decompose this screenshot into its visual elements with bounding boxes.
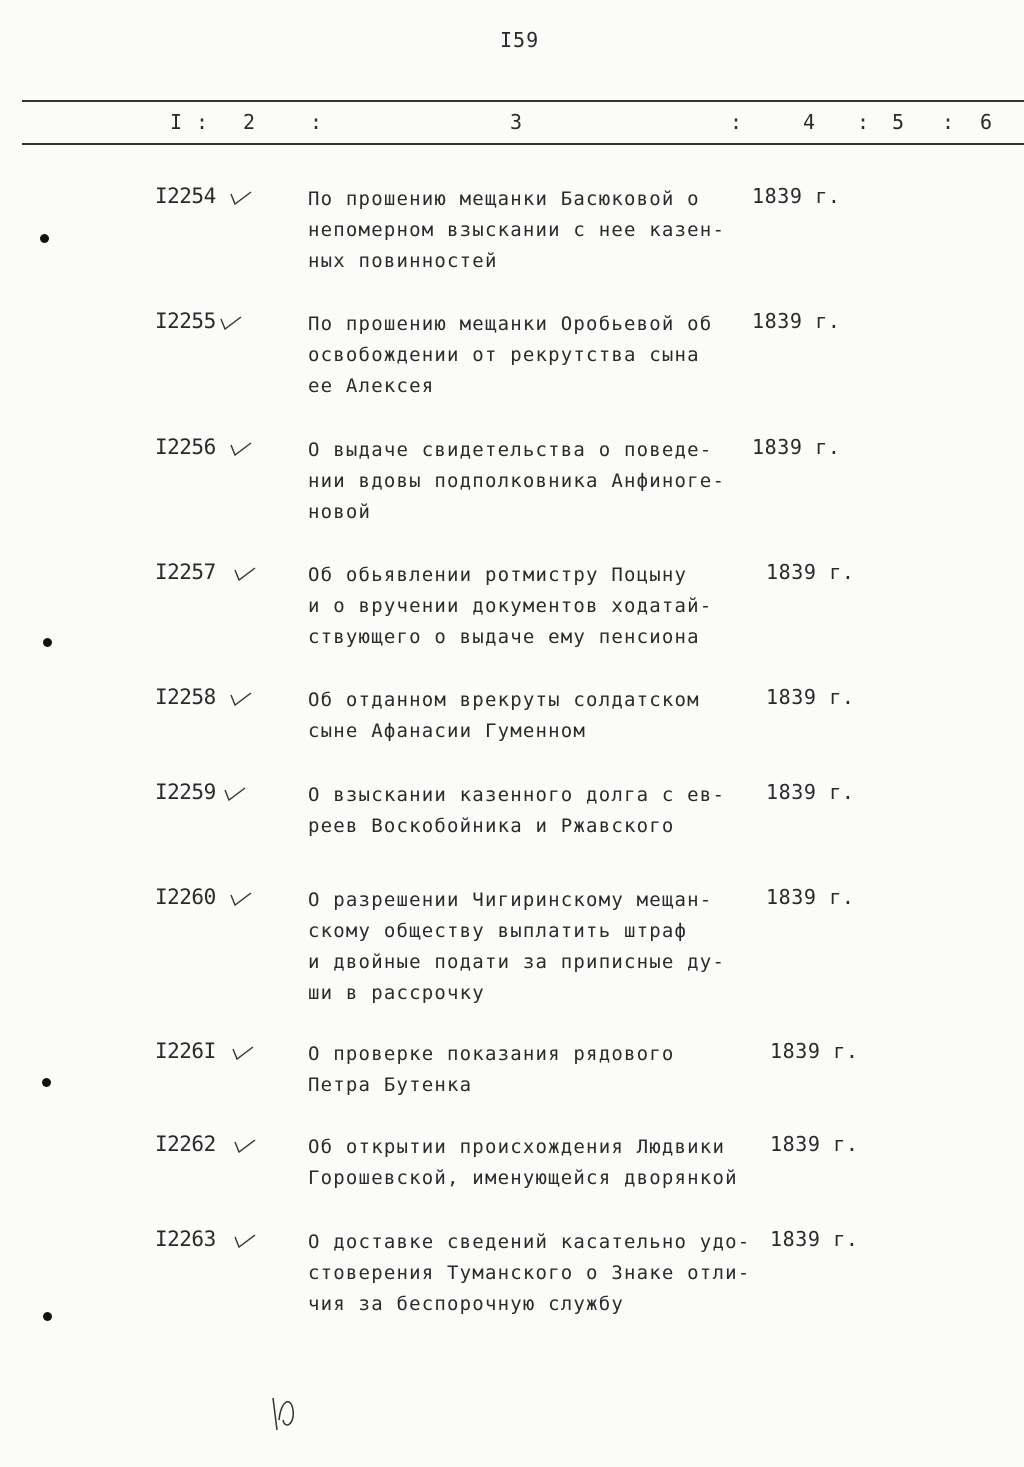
punch-hole-mark [43,638,52,647]
item-description [308,435,725,528]
column-header-4: 4 [803,110,816,134]
item-number: I2263 [155,1227,216,1251]
item-year: 1839 г. [766,780,855,804]
description-line: Об открытии происхождения Людвики [308,1136,726,1158]
description-line: освобождении от рекрутства сына [308,344,700,366]
checkmark-icon [222,782,248,804]
description-line: реев Воскобойника и Ржавского [308,815,675,837]
description-line: скому обществу выплатить штраф [308,920,688,942]
item-year: 1839 г. [770,1039,859,1063]
item-number: I2257 [155,560,216,584]
item-number: I2254 [155,184,216,208]
item-year: 1839 г. [752,309,841,333]
description-line: и двойные подати за приписные ду- [308,951,726,973]
item-number: I2258 [155,685,216,709]
checkmark-icon [230,1041,256,1063]
checkmark-icon [228,687,254,709]
column-separator: : [942,110,955,134]
item-description [308,309,712,402]
description-line: сыне Афанасии Гуменном [308,720,587,742]
item-year: 1839 г. [770,1227,859,1251]
description-line: непомерном взыскании с нее казен- [308,219,726,241]
handwritten-mark-icon [265,1390,305,1440]
column-separator: : [730,110,743,134]
description-line: По прошению мещанки Оробьевой об [308,313,713,335]
item-year: 1839 г. [766,685,855,709]
description-line: нии вдовы подполковника Анфиноге- [308,470,726,492]
item-description [308,685,700,747]
punch-hole-mark [43,1312,52,1321]
column-header-3: 3 [510,110,523,134]
description-line: ных повинностей [308,250,498,272]
description-line: О взыскании казенного долга с ев- [308,784,726,806]
description-line: и о вручении документов ходатай- [308,595,713,617]
page-number: I59 [500,28,540,52]
description-line: Горошевской, именующейся дворянкой [308,1167,738,1189]
column-header-6: 6 [980,110,993,134]
item-number: I2259 [155,780,216,804]
item-year: 1839 г. [766,560,855,584]
checkmark-icon [228,887,254,909]
checkmark-icon [218,311,244,333]
item-year: 1839 г. [752,184,841,208]
description-line: Об отданном врекруты солдатском [308,689,700,711]
item-number: I2262 [155,1132,216,1156]
item-description [308,184,725,277]
column-header-1: I [170,110,183,134]
description-line: ствующего о выдаче ему пенсиона [308,626,700,648]
description-line: ши в рассрочку [308,982,485,1004]
checkmark-icon [232,1134,258,1156]
item-year: 1839 г. [752,435,841,459]
item-description [308,1227,750,1320]
description-line: О разрешении Чигиринскому мещан- [308,889,713,911]
column-separator: : [857,110,870,134]
column-header-2: 2 [243,110,256,134]
item-number: I226I [155,1039,216,1063]
item-year: 1839 г. [770,1132,859,1156]
item-description [308,1039,675,1101]
checkmark-icon [228,437,254,459]
header-bottom-rule [22,143,1024,145]
item-description [308,885,725,1009]
description-line: Петра Бутенка [308,1074,473,1096]
description-line: По прошению мещанки Басюковой о [308,188,700,210]
item-description [308,560,712,653]
description-line: О выдаче свидетельства о поведе- [308,439,713,461]
item-year: 1839 г. [766,885,855,909]
punch-hole-mark [42,1078,51,1087]
description-line: новой [308,501,372,523]
item-number: I2260 [155,885,216,909]
item-number: I2255 [155,309,216,333]
checkmark-icon [232,1229,258,1251]
item-description [308,1132,738,1194]
description-line: стоверения Туманского о Знаке отли- [308,1262,751,1284]
checkmark-icon [228,186,254,208]
header-top-rule [22,100,1024,102]
column-separator: : [196,110,209,134]
column-header-5: 5 [892,110,905,134]
description-line: ее Алексея [308,375,435,397]
column-separator: : [310,110,323,134]
checkmark-icon [232,562,258,584]
description-line: О доставке сведений касательно удо- [308,1231,751,1253]
item-number: I2256 [155,435,216,459]
item-description [308,780,725,842]
description-line: Об обьявлении ротмистру Поцыну [308,564,688,586]
description-line: чия за беспорочную службу [308,1293,624,1315]
punch-hole-mark [40,234,49,243]
description-line: О проверке показания рядового [308,1043,675,1065]
